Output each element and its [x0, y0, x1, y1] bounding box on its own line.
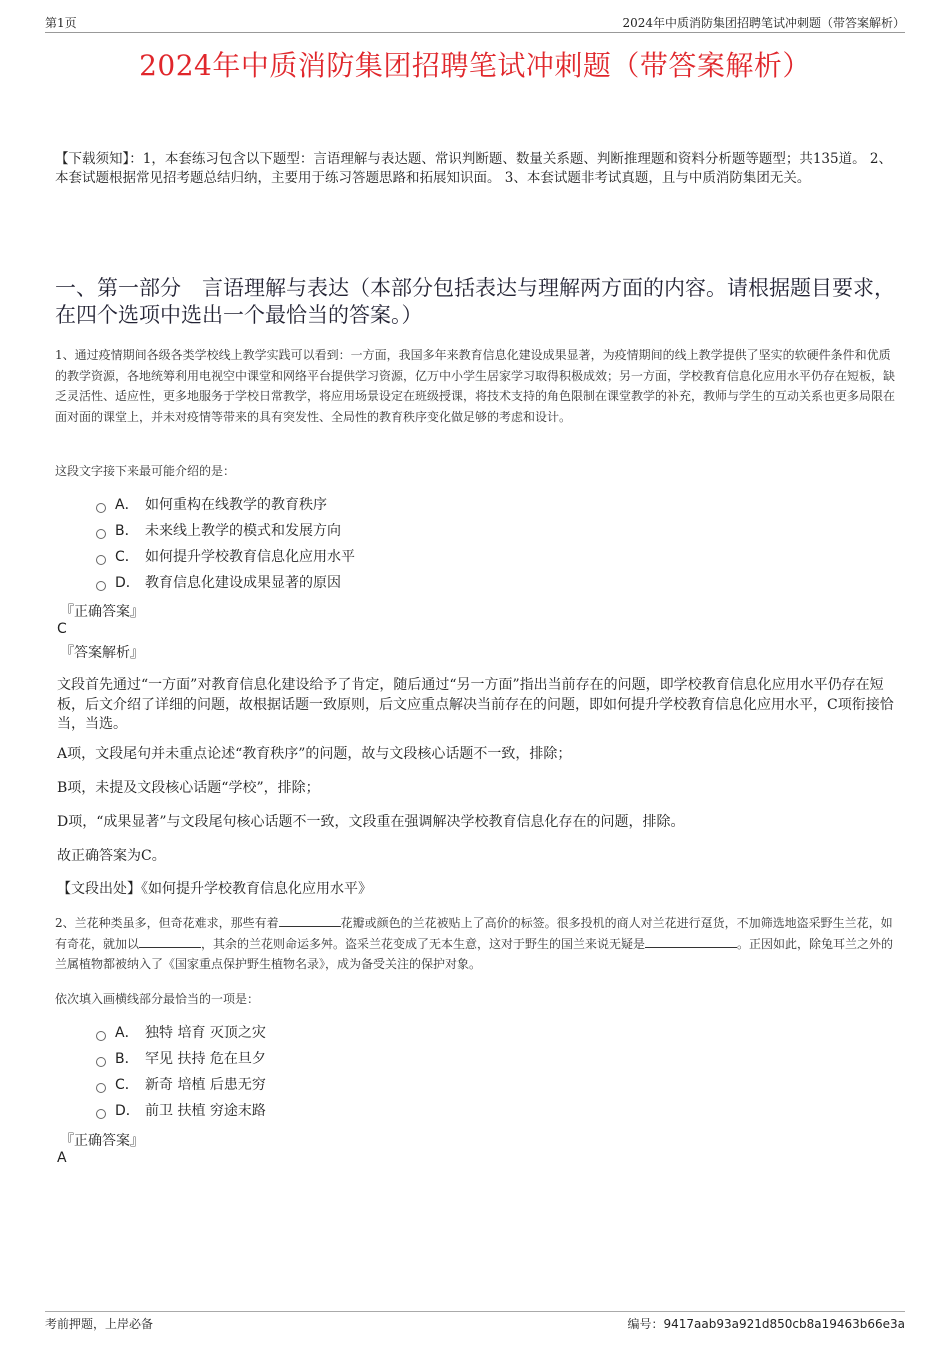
- analysis-paragraph: D项，“成果显著”与文段尾句核心话题不一致，文段重在强调解决学校教育信息化存在的问题，排除。: [57, 814, 685, 830]
- page-footer: [45, 1311, 905, 1330]
- option-text: 如何提升学校教育信息化应用水平: [145, 549, 355, 565]
- document-title: 2024年中质消防集团招聘笔试冲刺题（带答案解析）: [139, 49, 811, 82]
- radio-icon[interactable]: [96, 1109, 106, 1119]
- answer-label: 『正确答案』: [60, 1133, 144, 1149]
- radio-icon[interactable]: [96, 1083, 106, 1093]
- radio-icon[interactable]: [96, 581, 106, 591]
- question-2-text-part: 花瓣或颜色的兰花被贴上了高价的标签。很多投机的商人对兰花进行趸货，不加筛选地盗采野生兰花，如有奇花，就加以: [55, 916, 893, 951]
- question-2-text-part: ，其余的兰花则命运多舛。盗采兰花变成了无本生意，这对于野生的国兰来说无疑是: [201, 936, 646, 951]
- page-number: 第1页: [45, 16, 77, 30]
- option-d[interactable]: [96, 570, 355, 596]
- question-2-options: [96, 1020, 266, 1124]
- option-letter: A．: [115, 1025, 139, 1041]
- analysis-paragraph: B项，未提及文段核心话题“学校”，排除；: [57, 780, 320, 796]
- option-text: 新奇 培植 后患无穷: [145, 1077, 266, 1093]
- option-a[interactable]: [96, 492, 355, 518]
- footer-code: [627, 1315, 905, 1332]
- option-text: 教育信息化建设成果显著的原因: [145, 575, 341, 591]
- option-text: 独特 培育 灭顶之灾: [145, 1025, 266, 1041]
- radio-icon[interactable]: [96, 1031, 106, 1041]
- question-1-text: 1、通过疫情期间各级各类学校线上教学实践可以看到：一方面，我国多年来教育信息化建设成果显著，为疫情期间的线上教学提供了坚实的软硬件条件和优质的教学资源，各地统筹利用电视空中课堂和网络平台提供学习资源，亿万中小学生居家学习取得积极成效；另一方面，学校教育信息化应用水平仍存在短板，缺乏灵活性、适应性，更多地服务于学校日常教学，将应用场景设定在班级授课，将技术支持的角色限制在课堂教学的补充，教师与学生的互动关系也更多局限在面对面的课堂上，并未对疫情等带来的具有突发性、全局性的教育秩序变化做足够的考虑和设计。: [55, 348, 896, 424]
- option-letter: D．: [115, 1103, 140, 1119]
- footer-code-label: 编号：: [627, 1317, 664, 1331]
- option-c[interactable]: [96, 1072, 266, 1098]
- analysis-paragraph: 文段首先通过“一方面”对教育信息化建设给予了肯定，随后通过“另一方面”指出当前存在的问题，即学校教育信息化应用水平仍存在短板，后文介绍了详细的问题，故根据话题一致原则，后文应重点解决当前存在的问题，即如何提升学校教育信息化应用水平，C项衔接恰当，当选。: [57, 677, 894, 732]
- radio-icon[interactable]: [96, 529, 106, 539]
- option-letter: A．: [115, 497, 139, 513]
- option-text: 前卫 扶植 穷途末路: [145, 1103, 266, 1119]
- option-letter: D．: [115, 575, 140, 591]
- analysis-paragraph: A项，文段尾句并未重点论述“教育秩序”的问题，故与文段核心话题不一致，排除；: [57, 746, 572, 762]
- question-2-stem: 依次填入画横线部分最恰当的一项是：: [55, 992, 260, 1006]
- option-b[interactable]: [96, 1046, 266, 1072]
- question-2-text-part: 。正因如此，除兔耳兰之外的兰属植物都被纳入了《国家重点保护野生植物名录》，成为备受关注的保护对象。: [55, 936, 894, 971]
- option-letter: B．: [115, 523, 139, 539]
- download-notice: 【下载须知】：1，本套练习包含以下题型：言语理解与表达题、常识判断题、数量关系题、判断推理题和资料分析题等题型；共135道。 2、本套试题根据常见招考题总结归纳，主要用于练习答题思路和拓展知识面。 3、本套试题非考试真题，且与中质消防集团无关。: [55, 151, 892, 186]
- option-letter: C．: [115, 1077, 139, 1093]
- question-1-options: [96, 492, 355, 596]
- option-d[interactable]: [96, 1098, 266, 1124]
- footer-code-value: 9417aab93a921d850cb8a19463b66e3a: [663, 1317, 905, 1331]
- radio-icon[interactable]: [96, 503, 106, 513]
- page-header: [45, 14, 905, 33]
- section-heading: 一、第一部分 言语理解与表达（本部分包括表达与理解两方面的内容。请根据题目要求，在四个选项中选出一个最恰当的答案。）: [55, 276, 895, 327]
- option-a[interactable]: [96, 1020, 266, 1046]
- correct-answer: A: [57, 1150, 67, 1166]
- option-letter: C．: [115, 549, 139, 565]
- option-c[interactable]: [96, 544, 355, 570]
- option-text: 罕见 扶持 危在旦夕: [145, 1051, 266, 1067]
- fill-blank: [279, 926, 341, 927]
- radio-icon[interactable]: [96, 555, 106, 565]
- question-2-text-part: 2、兰花种类虽多，但奇花难求，那些有着: [55, 916, 279, 930]
- option-text: 如何重构在线教学的教育秩序: [145, 497, 327, 513]
- analysis-label: 『答案解析』: [60, 645, 144, 661]
- header-doc-title: 2024年中质消防集团招聘笔试冲刺题（带答案解析）: [622, 16, 905, 30]
- question-2-text: [55, 913, 900, 975]
- radio-icon[interactable]: [96, 1057, 106, 1067]
- answer-label: 『正确答案』: [60, 604, 144, 620]
- analysis-paragraph: 故正确答案为C。: [57, 848, 166, 864]
- fill-blank: [645, 947, 737, 948]
- option-b[interactable]: [96, 518, 355, 544]
- question-1-stem: 这段文字接下来最可能介绍的是：: [55, 464, 236, 478]
- correct-answer: C: [57, 621, 67, 637]
- option-text: 未来线上教学的模式和发展方向: [145, 523, 341, 539]
- footer-slogan: 考前押题，上岸必备: [45, 1317, 154, 1331]
- source-note: 【文段出处】《如何提升学校教育信息化应用水平》: [57, 881, 372, 897]
- fill-blank: [139, 947, 201, 948]
- option-letter: B．: [115, 1051, 139, 1067]
